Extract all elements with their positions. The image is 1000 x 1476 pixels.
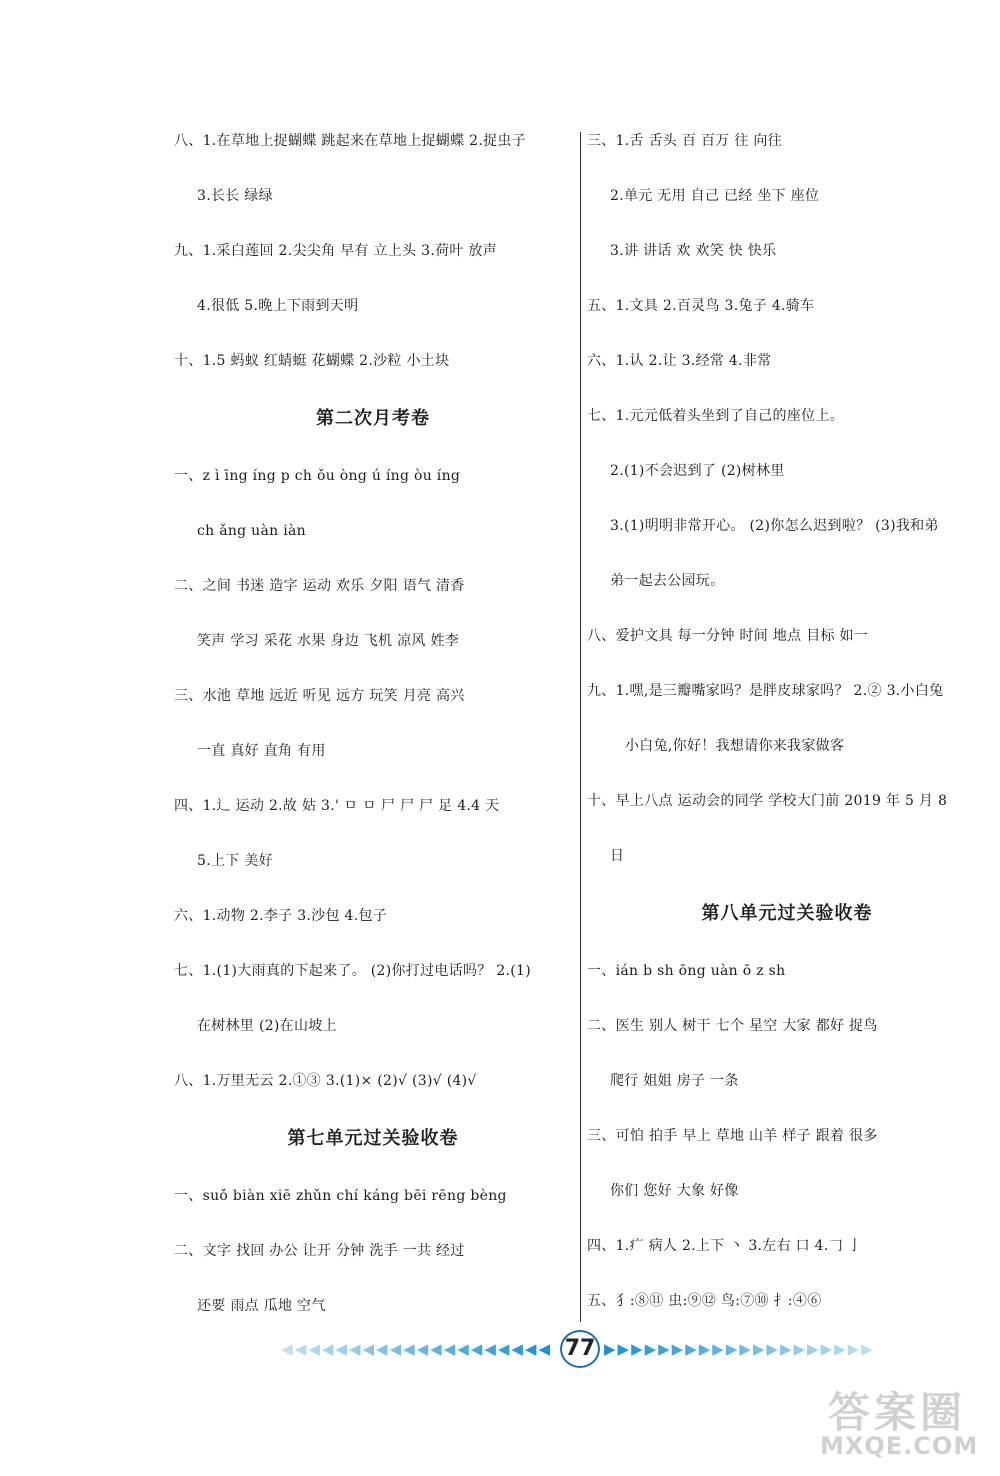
answer-line: 2.单元 无用 自己 已经 坐下 座位 xyxy=(610,188,820,204)
answer-line: 一直 真好 直角 有用 xyxy=(197,743,326,759)
answer-line: 十、早上八点 运动会的同学 学校大门前 2019 年 5 月 8 xyxy=(587,793,948,809)
column-divider xyxy=(580,132,581,1322)
answer-line: 笑声 学习 采花 水果 身边 飞机 凉风 姓李 xyxy=(197,633,460,649)
answer-line: 二、医生 别人 树干 七个 星空 大家 都好 捉鸟 xyxy=(587,1018,878,1034)
answer-line: 在树林里 (2)在山坡上 xyxy=(197,1018,337,1034)
answer-line: ch ǎng uàn iàn xyxy=(197,523,306,539)
answer-line: 二、文字 找回 办公 让开 分钟 洗手 一共 经过 xyxy=(174,1243,465,1259)
section-heading: 第七单元过关验收卷 xyxy=(287,1128,459,1149)
answer-line: 九、1.采白莲回 2.尖尖角 早有 立上头 3.荷叶 放声 xyxy=(174,243,498,259)
answer-line: 4.很低 5.晚上下雨到天明 xyxy=(197,298,359,314)
answer-line: 三、可怕 拍手 早上 草地 山羊 样子 跟着 很多 xyxy=(587,1128,878,1144)
answer-line: 一、z ì īng íng p ch ǒu òng ú íng òu íng xyxy=(174,468,461,484)
answer-line: 三、1.舌 舌头 百 百万 往 向往 xyxy=(587,133,783,149)
answer-line: 一、suǒ biàn xiē zhǔn chí káng bēi rēng bèng xyxy=(174,1188,507,1204)
answer-line: 九、1.嘿,是三瓣嘴家吗？是胖皮球家吗？ 2.② 3.小白兔 xyxy=(587,683,944,699)
answer-line: 八、1.万里无云 2.①③ 3.(1)× (2)√ (3)√ (4)√ xyxy=(174,1073,477,1089)
answer-line: 七、1.元元低着头坐到了自己的座位上。 xyxy=(587,408,845,424)
answer-line: 五、1.文具 2.百灵鸟 3.兔子 4.骑车 xyxy=(587,298,815,314)
answer-line: 3.讲 讲话 欢 欢笑 快 快乐 xyxy=(610,243,777,259)
answer-line: 六、1.动物 2.李子 3.沙包 4.包子 xyxy=(174,908,388,924)
section-heading: 第八单元过关验收卷 xyxy=(701,903,873,924)
left-arrow-decoration: ◀◀◀◀◀◀◀◀◀◀◀◀◀◀◀◀◀◀◀◀ xyxy=(262,1340,552,1358)
left-column xyxy=(174,114,572,1334)
watermark-url: MXQE.COM xyxy=(820,1432,979,1460)
answer-line: 三、水池 草地 远近 听见 远方 玩笑 月亮 高兴 xyxy=(174,688,465,704)
page-footer xyxy=(262,1330,898,1366)
answer-line: 八、1.在草地上捉蝴蝶 跳起来在草地上捉蝴蝶 2.捉虫子 xyxy=(174,133,527,149)
answer-line: 3.长长 绿绿 xyxy=(197,188,273,204)
answer-line: 3.(1)明明非常开心。 (2)你怎么迟到啦？ (3)我和弟 xyxy=(610,518,939,534)
answer-line: 日 xyxy=(610,848,625,864)
answer-line: 四、1.疒 病人 2.上下 丶 3.左右 口 4.𠃌 亅 xyxy=(587,1238,862,1254)
watermark-title: 答案圈 xyxy=(828,1388,967,1437)
answer-line: 弟一起去公园玩。 xyxy=(610,573,725,589)
section-heading: 第二次月考卷 xyxy=(316,408,430,429)
answer-line: 二、之间 书迷 造字 运动 欢乐 夕阳 语气 清香 xyxy=(174,578,465,594)
answer-line: 六、1.认 2.让 3.经常 4.非常 xyxy=(587,353,772,369)
answer-line: 七、1.(1)大雨真的下起来了。 (2)你打过电话吗？ 2.(1) xyxy=(174,963,532,979)
answer-line: 十、1.5 蚂蚁 红蜻蜓 花蝴蝶 2.沙粒 小土块 xyxy=(174,353,450,369)
answer-line: 还要 雨点 瓜地 空气 xyxy=(197,1298,326,1314)
answer-line: 爬行 姐姐 房子 一条 xyxy=(610,1073,739,1089)
answer-line: 一、ián b sh ōng uàn ō z sh xyxy=(587,963,786,979)
answer-line: 五、犭:⑧⑪ 虫:⑨⑫ 鸟:⑦⑩ 扌:④⑥ xyxy=(587,1293,822,1309)
answer-line: 小白兔,你好！我想请你来我家做客 xyxy=(625,738,845,754)
answer-line: 你们 您好 大象 好像 xyxy=(610,1183,739,1199)
answer-line: 四、1.辶 运动 2.故 姑 3.' ㅁ ㅁ 尸 尸 尸 足 4.4 天 xyxy=(174,798,500,814)
answer-line: 八、爱护文具 每一分钟 时间 地点 目标 如一 xyxy=(587,628,869,644)
watermark-logo xyxy=(820,1380,990,1470)
answer-line: 5.上下 美好 xyxy=(197,853,273,869)
right-arrow-decoration: ▶▶▶▶▶▶▶▶▶▶▶▶▶▶▶▶▶▶▶▶ xyxy=(604,1340,898,1358)
page-number: 77 xyxy=(560,1330,600,1368)
answer-line: 2.(1)不会迟到了 (2)树林里 xyxy=(610,463,785,479)
right-column xyxy=(587,114,987,1329)
